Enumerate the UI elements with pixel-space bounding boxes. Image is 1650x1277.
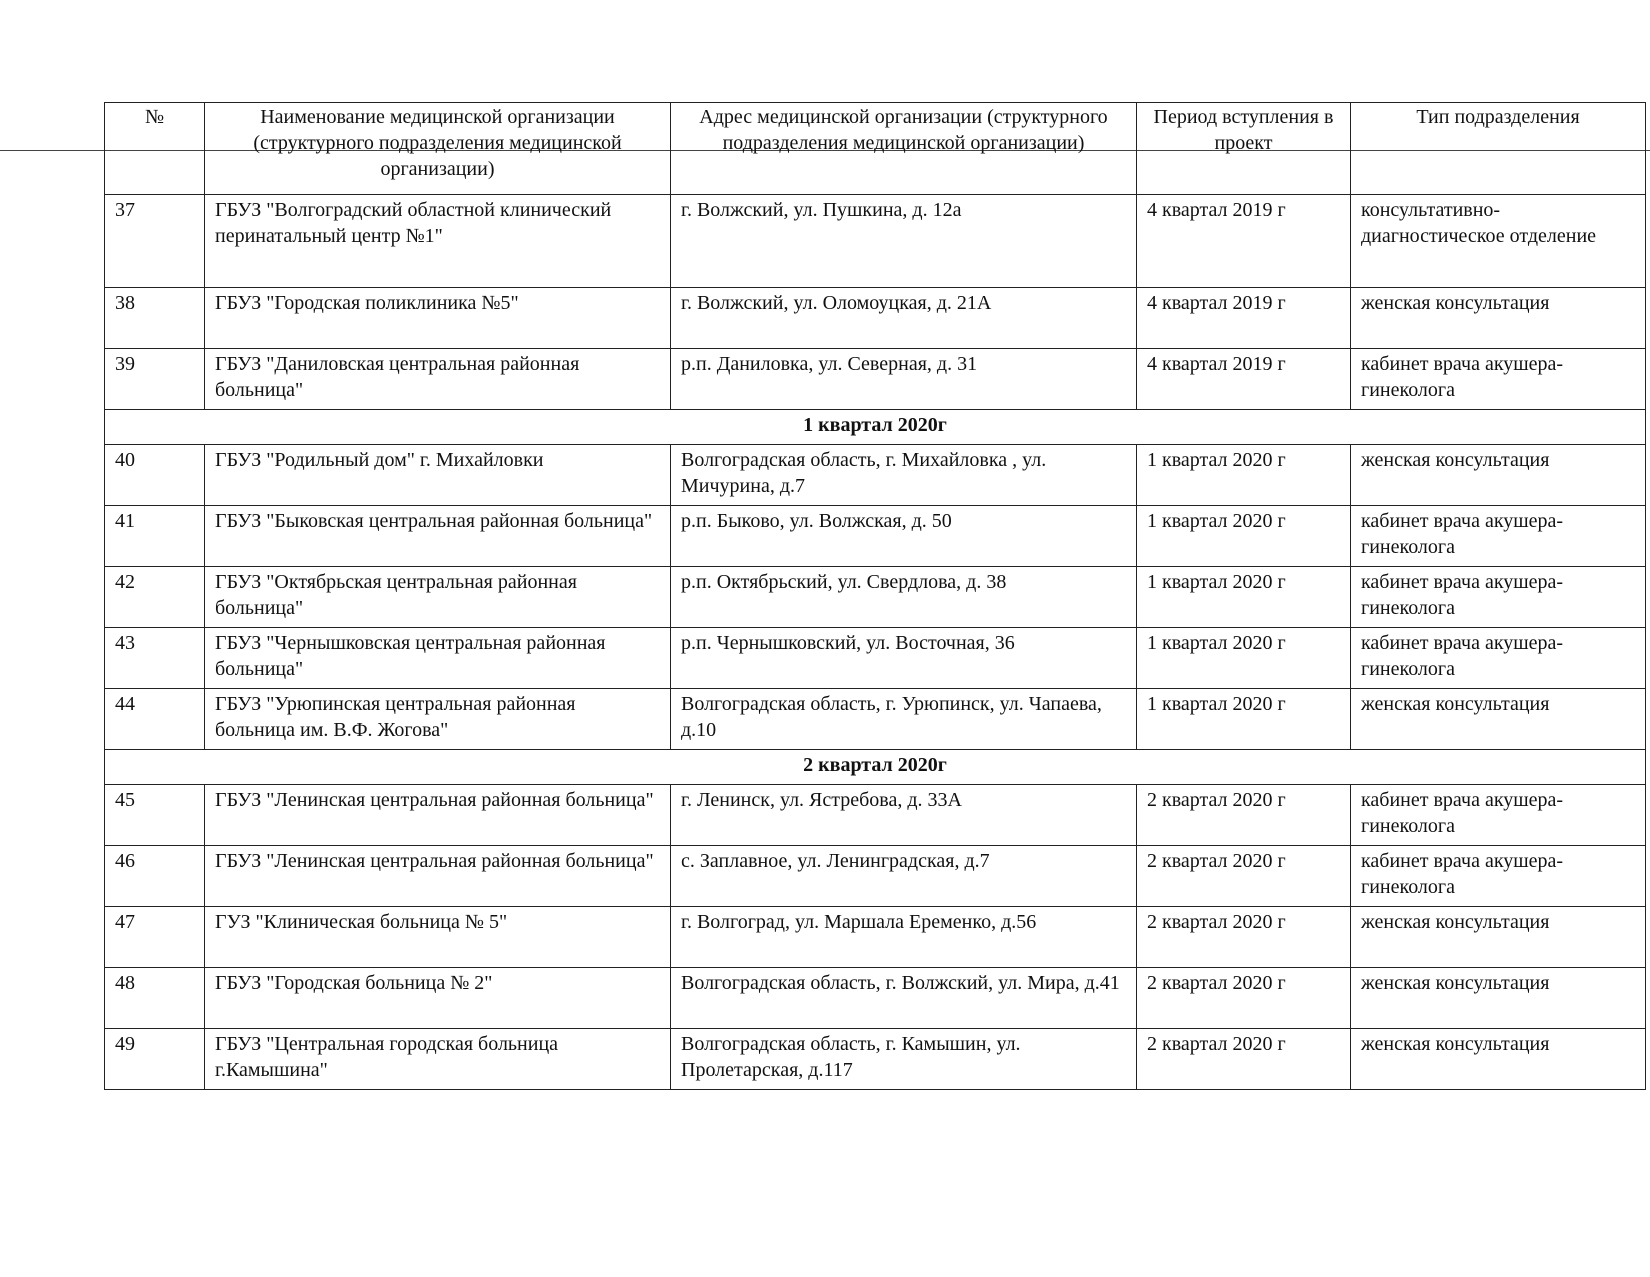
row-org-name: ГБУЗ "Центральная городская больница г.Камышина" <box>205 1029 671 1090</box>
row-number: 44 <box>105 689 205 750</box>
row-number: 46 <box>105 846 205 907</box>
row-period: 2 квартал 2020 г <box>1137 785 1351 846</box>
row-period: 1 квартал 2020 г <box>1137 628 1351 689</box>
table-row <box>105 567 1646 628</box>
row-number: 42 <box>105 567 205 628</box>
row-org-name: ГБУЗ "Городская больница № 2" <box>205 968 671 1029</box>
row-org-address: р.п. Быково, ул. Волжская, д. 50 <box>671 506 1137 567</box>
row-number: 40 <box>105 445 205 506</box>
row-org-name: ГБУЗ "Ленинская центральная районная больница" <box>205 785 671 846</box>
table-row <box>105 628 1646 689</box>
row-org-name: ГБУЗ "Чернышковская центральная районная больница" <box>205 628 671 689</box>
table-row <box>105 445 1646 506</box>
row-unit-type: консультативно-диагностическое отделение <box>1351 195 1646 288</box>
row-period: 2 квартал 2020 г <box>1137 1029 1351 1090</box>
table-row <box>105 1029 1646 1090</box>
row-number: 45 <box>105 785 205 846</box>
row-unit-type: кабинет врача акушера-гинеколога <box>1351 349 1646 410</box>
row-unit-type: кабинет врача акушера-гинеколога <box>1351 846 1646 907</box>
row-org-name: ГБУЗ "Даниловская центральная районная больница" <box>205 349 671 410</box>
section-title: 1 квартал 2020г <box>105 410 1646 445</box>
row-org-name: ГБУЗ "Родильный дом" г. Михайловки <box>205 445 671 506</box>
row-number: 47 <box>105 907 205 968</box>
row-org-address: Волгоградская область, г. Камышин, ул. Пролетарская, д.117 <box>671 1029 1137 1090</box>
row-period: 1 квартал 2020 г <box>1137 445 1351 506</box>
table-row <box>105 846 1646 907</box>
table-body <box>105 195 1646 1090</box>
section-row-q1-2020 <box>105 410 1646 445</box>
row-org-address: г. Ленинск, ул. Ястребова, д. 33А <box>671 785 1137 846</box>
row-unit-type: кабинет врача акушера-гинеколога <box>1351 567 1646 628</box>
row-number: 49 <box>105 1029 205 1090</box>
row-period: 2 квартал 2020 г <box>1137 846 1351 907</box>
section-row-q2-2020 <box>105 750 1646 785</box>
table-row <box>105 689 1646 750</box>
row-period: 2 квартал 2020 г <box>1137 907 1351 968</box>
row-period: 1 квартал 2020 г <box>1137 506 1351 567</box>
row-org-address: Волгоградская область, г. Михайловка , ул. Мичурина, д.7 <box>671 445 1137 506</box>
header-number: № <box>105 103 205 195</box>
row-unit-type: женская консультация <box>1351 288 1646 349</box>
row-org-address: р.п. Чернышковский, ул. Восточная, 36 <box>671 628 1137 689</box>
row-org-address: г. Волгоград, ул. Маршала Еременко, д.56 <box>671 907 1137 968</box>
row-number: 37 <box>105 195 205 288</box>
header-org-address: Адрес медицинской организации (структурного подразделения медицинской организации) <box>671 103 1137 195</box>
row-org-name: ГБУЗ "Урюпинская центральная районная больница им. В.Ф. Жогова" <box>205 689 671 750</box>
row-period: 1 квартал 2020 г <box>1137 567 1351 628</box>
row-org-name: ГБУЗ "Ленинская центральная районная больница" <box>205 846 671 907</box>
section-title: 2 квартал 2020г <box>105 750 1646 785</box>
row-unit-type: женская консультация <box>1351 1029 1646 1090</box>
row-unit-type: женская консультация <box>1351 907 1646 968</box>
row-unit-type: кабинет врача акушера-гинеколога <box>1351 506 1646 567</box>
table-row <box>105 349 1646 410</box>
row-unit-type: кабинет врача акушера-гинеколога <box>1351 628 1646 689</box>
table-row <box>105 907 1646 968</box>
row-org-name: ГБУЗ "Волгоградский областной клинический перинатальный центр №1" <box>205 195 671 288</box>
row-org-address: г. Волжский, ул. Пушкина, д. 12а <box>671 195 1137 288</box>
row-unit-type: женская консультация <box>1351 445 1646 506</box>
row-period: 4 квартал 2019 г <box>1137 288 1351 349</box>
row-number: 48 <box>105 968 205 1029</box>
row-unit-type: женская консультация <box>1351 689 1646 750</box>
header-row <box>105 103 1646 195</box>
row-org-name: ГБУЗ "Октябрьская центральная районная больница" <box>205 567 671 628</box>
table-row <box>105 506 1646 567</box>
row-number: 39 <box>105 349 205 410</box>
row-period: 4 квартал 2019 г <box>1137 349 1351 410</box>
table-row <box>105 968 1646 1029</box>
row-org-name: ГБУЗ "Городская поликлиника №5" <box>205 288 671 349</box>
row-org-address: Волгоградская область, г. Волжский, ул. Мира, д.41 <box>671 968 1137 1029</box>
table-header <box>105 103 1646 195</box>
row-org-address: г. Волжский, ул. Оломоуцкая, д. 21А <box>671 288 1137 349</box>
row-period: 1 квартал 2020 г <box>1137 689 1351 750</box>
medical-organizations-table <box>104 102 1646 1090</box>
row-period: 4 квартал 2019 г <box>1137 195 1351 288</box>
table-row <box>105 288 1646 349</box>
table-row <box>105 785 1646 846</box>
row-org-name: ГБУЗ "Быковская центральная районная больница" <box>205 506 671 567</box>
row-number: 41 <box>105 506 205 567</box>
row-org-name: ГУЗ "Клиническая больница № 5" <box>205 907 671 968</box>
header-unit-type: Тип подразделения <box>1351 103 1646 195</box>
row-org-address: Волгоградская область, г. Урюпинск, ул. Чапаева, д.10 <box>671 689 1137 750</box>
row-org-address: р.п. Даниловка, ул. Северная, д. 31 <box>671 349 1137 410</box>
row-period: 2 квартал 2020 г <box>1137 968 1351 1029</box>
row-number: 43 <box>105 628 205 689</box>
table-row <box>105 195 1646 288</box>
header-org-name: Наименование медицинской организации (структурного подразделения медицинской организации) <box>205 103 671 195</box>
header-period: Период вступления в проект <box>1137 103 1351 195</box>
row-unit-type: женская консультация <box>1351 968 1646 1029</box>
row-number: 38 <box>105 288 205 349</box>
row-org-address: р.п. Октябрьский, ул. Свердлова, д. 38 <box>671 567 1137 628</box>
row-org-address: с. Заплавное, ул. Ленинградская, д.7 <box>671 846 1137 907</box>
row-unit-type: кабинет врача акушера-гинеколога <box>1351 785 1646 846</box>
